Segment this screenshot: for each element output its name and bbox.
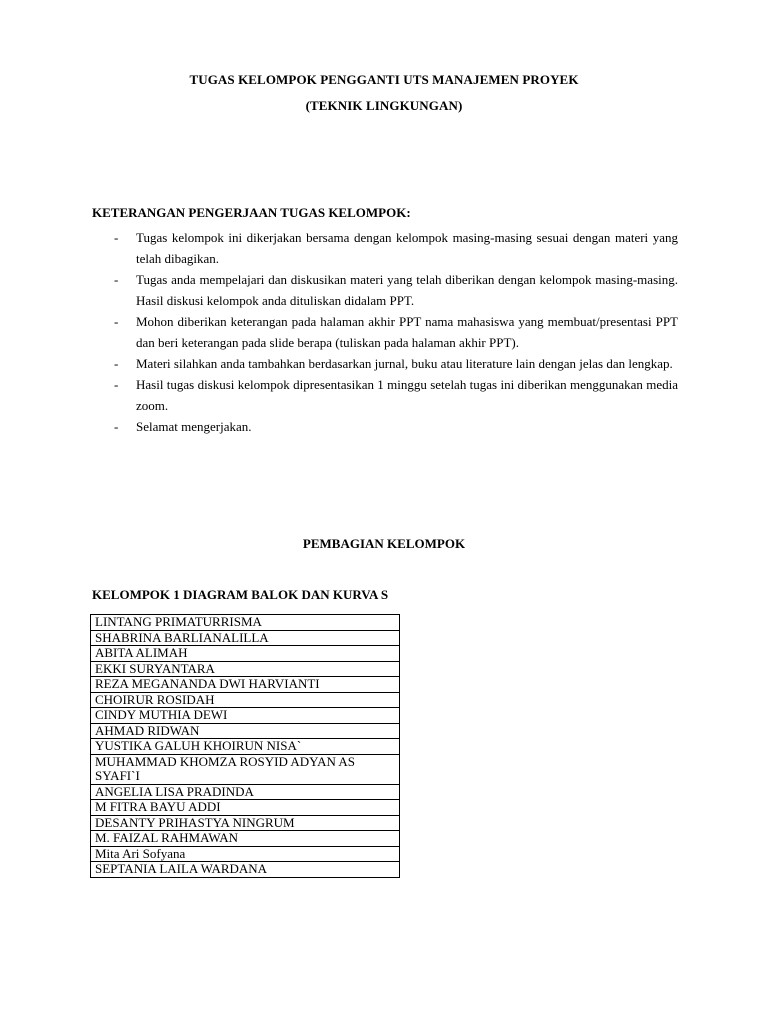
instruction-item: [92, 227, 678, 269]
member-table: [90, 614, 400, 878]
table-row: [91, 646, 400, 662]
bullet-dash: -: [114, 314, 119, 329]
table-row: [91, 692, 400, 708]
instruction-list: [92, 227, 678, 437]
instruction-item: [92, 374, 678, 416]
member-name: SEPTANIA LAILA WARDANA: [91, 862, 400, 878]
table-row: [91, 784, 400, 800]
document-subtitle: (TEKNIK LINGKUNGAN): [305, 98, 463, 113]
member-name: REZA MEGANANDA DWI HARVIANTI: [91, 677, 400, 693]
member-name: Mita Ari Sofyana: [91, 846, 400, 862]
bullet-dash: -: [114, 356, 119, 371]
member-name: DESANTY PRIHASTYA NINGRUM: [91, 815, 400, 831]
member-name: YUSTIKA GALUH KHOIRUN NISA`: [91, 739, 400, 755]
table-row: [91, 846, 400, 862]
member-name: CHOIRUR ROSIDAH: [91, 692, 400, 708]
table-row: [91, 615, 400, 631]
keterangan-heading: KETERANGAN PENGERJAAN TUGAS KELOMPOK:: [92, 205, 411, 220]
member-name: CINDY MUTHIA DEWI: [91, 708, 400, 724]
member-name: ANGELIA LISA PRADINDA: [91, 784, 400, 800]
instruction-item: [92, 416, 678, 437]
table-row: [91, 815, 400, 831]
member-name: MUHAMMAD KHOMZA ROSYID ADYAN AS SYAFI`I: [91, 754, 400, 784]
member-name: M FITRA BAYU ADDI: [91, 800, 400, 816]
instruction-item: [92, 353, 678, 374]
member-name: SHABRINA BARLIANALILLA: [91, 630, 400, 646]
bullet-dash: -: [114, 419, 119, 434]
instruction-text: Hasil tugas diskusi kelompok dipresentasikan 1 minggu setelah tugas ini diberikan menggunakan media zoom.: [136, 377, 678, 413]
instruction-text: Tugas kelompok ini dikerjakan bersama dengan kelompok masing-masing sesuai dengan materi yang telah dibagikan.: [136, 230, 678, 266]
instruction-text: Materi silahkan anda tambahkan berdasarkan jurnal, buku atau literature lain dengan jelas dan lengkap.: [136, 356, 673, 371]
table-row: [91, 831, 400, 847]
instruction-text: Tugas anda mempelajari dan diskusikan materi yang telah diberikan dengan kelompok masing-masing. Hasil diskusi kelompok anda dituliskan didalam PPT.: [136, 272, 678, 308]
table-row: [91, 739, 400, 755]
member-name: LINTANG PRIMATURRISMA: [91, 615, 400, 631]
table-row: [91, 800, 400, 816]
table-row: [91, 661, 400, 677]
table-row: [91, 677, 400, 693]
table-row: [91, 723, 400, 739]
group-heading: KELOMPOK 1 DIAGRAM BALOK DAN KURVA S: [92, 587, 389, 602]
bullet-dash: -: [114, 230, 119, 245]
table-row: [91, 708, 400, 724]
member-name: EKKI SURYANTARA: [91, 661, 400, 677]
instruction-text: Selamat mengerjakan.: [136, 419, 252, 434]
member-name: AHMAD RIDWAN: [91, 723, 400, 739]
bullet-dash: -: [114, 377, 119, 392]
instruction-item: [92, 311, 678, 353]
table-row: [91, 754, 400, 784]
instruction-text: Mohon diberikan keterangan pada halaman akhir PPT nama mahasiswa yang membuat/presentasi PPT dan beri keterangan pada slide berapa (tuliskan pada halaman akhir PPT).: [136, 314, 678, 350]
table-row: [91, 630, 400, 646]
bullet-dash: -: [114, 272, 119, 287]
table-row: [91, 862, 400, 878]
member-name: ABITA ALIMAH: [91, 646, 400, 662]
document-title: TUGAS KELOMPOK PENGGANTI UTS MANAJEMEN PROYEK: [189, 72, 579, 87]
member-name: M. FAIZAL RAHMAWAN: [91, 831, 400, 847]
instruction-item: [92, 269, 678, 311]
pembagian-heading: PEMBAGIAN KELOMPOK: [302, 536, 466, 551]
